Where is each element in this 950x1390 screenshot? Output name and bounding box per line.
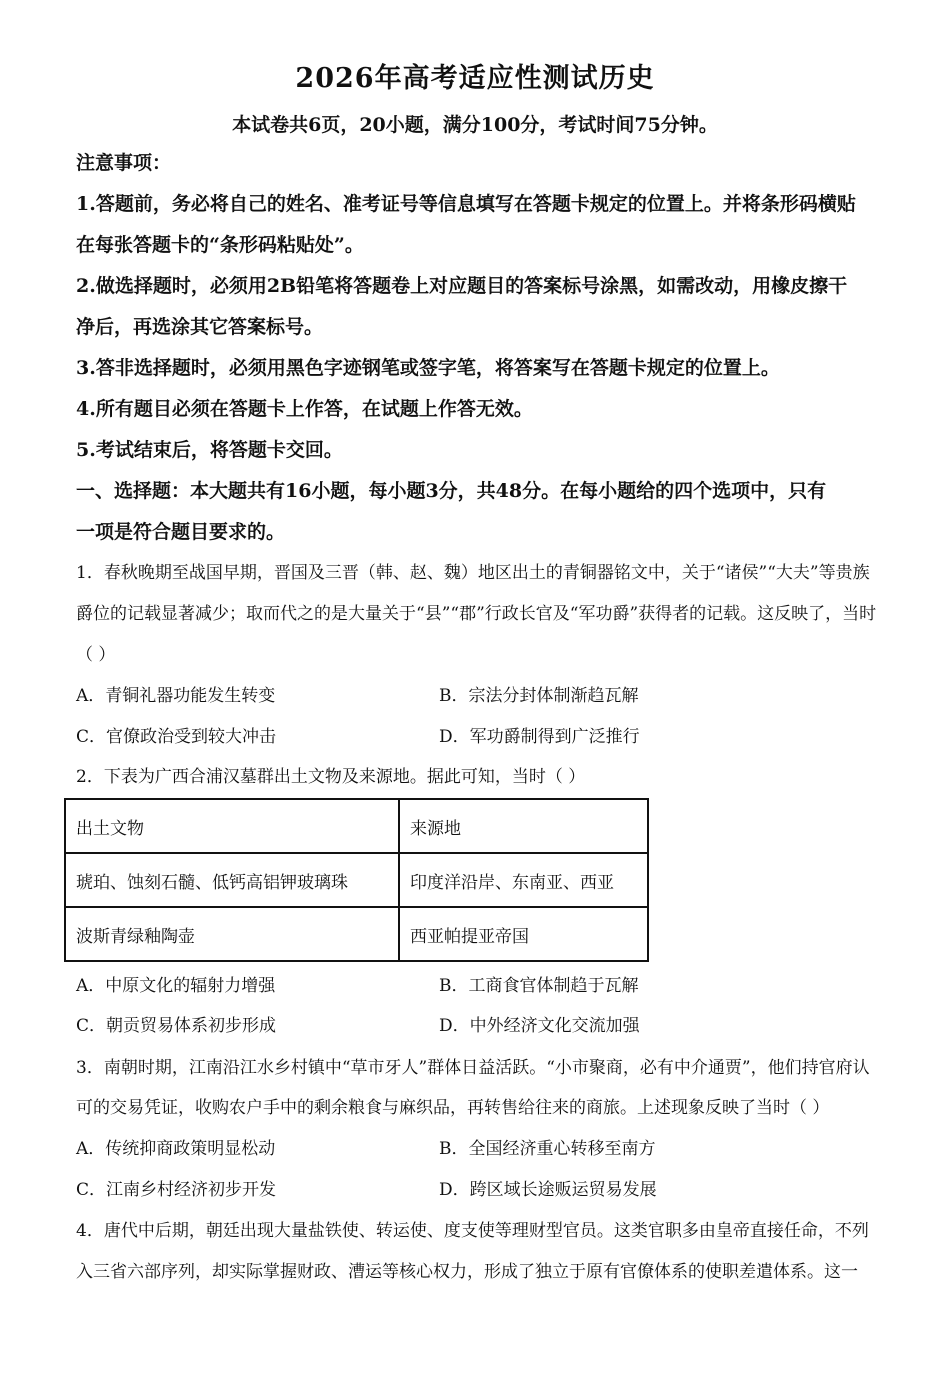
notice-item-1-line-1: 1.答题前，务必将自己的姓名、准考证号等信息填写在答题卡规定的位置上。并将条形码横贴 bbox=[76, 193, 856, 215]
table-header-row bbox=[65, 799, 648, 853]
notice-item-1-line-2: 在每张答题卡的“条形码粘贴处”。 bbox=[76, 234, 364, 256]
question-3-option-a: A．传统抑商政策明显松动 bbox=[76, 1139, 276, 1159]
artifact-source-table bbox=[64, 798, 649, 962]
notice-item-2-line-1: 2.做选择题时，必须用2B铅笔将答题卷上对应题目的答案标号涂黑，如需改动，用橡皮擦干 bbox=[76, 275, 848, 297]
table-cell: 波斯青绿釉陶壶 bbox=[65, 907, 399, 961]
question-3-option-d: D．跨区域长途贩运贸易发展 bbox=[439, 1180, 657, 1200]
table-cell: 琥珀、蚀刻石髓、低钙高铝钾玻璃珠 bbox=[65, 853, 399, 907]
question-2-option-a: A．中原文化的辐射力增强 bbox=[76, 976, 276, 996]
exam-subtitle: 本试卷共6页，20小题，满分100分，考试时间75分钟。 bbox=[232, 114, 718, 136]
question-3-line-1: 3．南朝时期，江南沿江水乡村镇中“草市牙人”群体日益活跃。“小市聚商，必有中介通贾”，他们持官府认 bbox=[76, 1058, 870, 1078]
question-2-option-b: B．工商食官体制趋于瓦解 bbox=[439, 976, 639, 996]
notice-item-4: 4.所有题目必须在答题卡上作答，在试题上作答无效。 bbox=[76, 398, 533, 420]
question-1-line-1: 1．春秋晚期至战国早期，晋国及三晋（韩、赵、魏）地区出土的青铜器铭文中，关于“诸侯”“大夫”等贵族 bbox=[76, 563, 870, 583]
question-4-line-2: 入三省六部序列，却实际掌握财政、漕运等核心权力，形成了独立于原有官僚体系的使职差遣体系。这一 bbox=[76, 1262, 858, 1282]
table-header-cell: 来源地 bbox=[399, 799, 648, 853]
page-title: 2026年高考适应性测试历史 bbox=[295, 63, 655, 94]
notice-item-2-line-2: 净后，再选涂其它答案标号。 bbox=[76, 316, 324, 338]
question-3-line-2: 可的交易凭证，收购农户手中的剩余粮食与麻织品，再转售给往来的商旅。上述现象反映了当时（ ） bbox=[76, 1098, 830, 1118]
section-heading-line-2: 一项是符合题目要求的。 bbox=[76, 521, 286, 543]
table-cell: 印度洋沿岸、东南亚、西亚 bbox=[399, 853, 648, 907]
question-4-line-1: 4．唐代中后期，朝廷出现大量盐铁使、转运使、度支使等理财型官员。这类官职多由皇帝直接任命，不列 bbox=[76, 1221, 869, 1241]
notice-item-5: 5.考试结束后，将答题卡交回。 bbox=[76, 439, 343, 461]
notice-item-3: 3.答非选择题时，必须用黑色字迹钢笔或签字笔，将答案写在答题卡规定的位置上。 bbox=[76, 357, 780, 379]
table-row bbox=[65, 853, 648, 907]
question-2-option-c: C．朝贡贸易体系初步形成 bbox=[76, 1016, 277, 1036]
notice-heading: 注意事项： bbox=[76, 152, 172, 174]
section-heading-line-1: 一、选择题：本大题共有16小题，每小题3分，共48分。在每小题给的四个选项中，只有 bbox=[76, 480, 827, 502]
question-1-option-a: A．青铜礼器功能发生转变 bbox=[76, 686, 276, 706]
question-3-option-c: C．江南乡村经济初步开发 bbox=[76, 1180, 277, 1200]
question-1-option-d: D．军功爵制得到广泛推行 bbox=[439, 727, 640, 747]
question-1-line-3: （ ） bbox=[76, 645, 116, 665]
question-1-option-c: C．官僚政治受到较大冲击 bbox=[76, 727, 277, 747]
table-header-cell: 出土文物 bbox=[65, 799, 399, 853]
question-1-option-b: B．宗法分封体制渐趋瓦解 bbox=[439, 686, 639, 706]
question-3-option-b: B．全国经济重心转移至南方 bbox=[439, 1139, 656, 1159]
table-row bbox=[65, 907, 648, 961]
question-1-line-2: 爵位的记载显著减少；取而代之的是大量关于“县”“郡”行政长官及“军功爵”获得者的记载。这反映了，当时 bbox=[76, 604, 877, 624]
question-2-option-d: D．中外经济文化交流加强 bbox=[439, 1016, 640, 1036]
table-cell: 西亚帕提亚帝国 bbox=[399, 907, 648, 961]
question-2-stem: 2．下表为广西合浦汉墓群出土文物及来源地。据此可知，当时（ ） bbox=[76, 767, 586, 787]
